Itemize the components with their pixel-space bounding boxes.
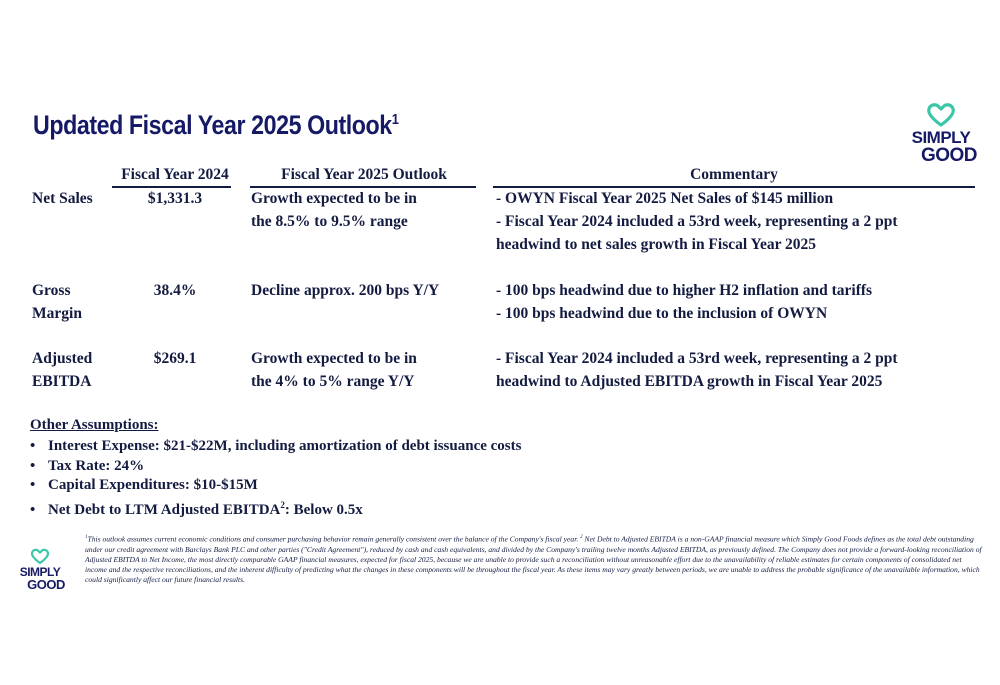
bullet-icon: • <box>30 457 36 474</box>
heart-icon <box>926 102 956 128</box>
commentary-line: headwind to net sales growth in Fiscal Year 2025 <box>496 236 817 253</box>
outlook-line: Growth expected to be in <box>251 190 417 207</box>
gross-margin-commentary <box>496 279 872 325</box>
assumption-text: Interest Expense: $21-$22M, including amortization of debt issuance costs <box>48 438 522 454</box>
commentary-line: - 100 bps headwind due to the inclusion of OWYN <box>496 305 828 322</box>
outlook-line: Decline approx. 200 bps Y/Y <box>251 282 440 299</box>
bullet-icon: • <box>30 438 36 454</box>
assumption-text: Capital Expenditures: $10-$15M <box>48 477 258 493</box>
net-sales-outlook <box>251 187 417 233</box>
gross-margin-fy2024-value: 38.4% <box>153 282 197 299</box>
footnote-text: This outlook assumes current economic conditions and consumer purchasing behavior remain generally consistent over the balance of the Company's fiscal year. <box>87 534 581 544</box>
simply-good-logo-small <box>8 548 72 591</box>
assumption-text: : Below 0.5x <box>284 501 363 518</box>
col-header-fy2025-outlook: Fiscal Year 2025 Outlook <box>281 166 447 183</box>
footnote-marker: 1 <box>85 535 88 540</box>
footnote-marker: 2 <box>580 535 583 540</box>
net-sales-commentary <box>496 187 898 256</box>
row-label-gross-margin <box>32 279 82 325</box>
logo-line-2: GOOD <box>920 145 978 166</box>
net-sales-fy2024-value: $1,331.3 <box>147 190 203 207</box>
footnote <box>85 533 985 586</box>
adjusted-ebitda-fy2024-value: $269.1 <box>153 350 197 367</box>
adjusted-ebitda-outlook <box>251 347 417 393</box>
title-footnote-marker: 1 <box>391 111 399 128</box>
row-label-line: Net Sales <box>32 190 93 207</box>
commentary-line: - Fiscal Year 2024 included a 53rd week, representing a 2 ppt <box>496 213 898 230</box>
bullet-icon: • <box>30 501 36 518</box>
row-label-line: Margin <box>32 305 82 322</box>
outlook-line: the 4% to 5% range Y/Y <box>251 373 415 390</box>
list-item <box>30 496 521 516</box>
outlook-line: Growth expected to be in <box>251 350 417 367</box>
col-header-fy2024: Fiscal Year 2024 <box>121 166 229 183</box>
list-item <box>30 457 521 477</box>
commentary-line: - Fiscal Year 2024 included a 53rd week, representing a 2 ppt <box>496 350 898 367</box>
col-header-commentary: Commentary <box>690 166 778 183</box>
other-assumptions-list <box>30 437 522 518</box>
footnote-text: Net Debt to Adjusted EBITDA is a non-GAAP financial measure which Simply Good Foods defines as the total debt outstanding under our credit agreement with Barclays Bank PLC and other parties ("Credit Agreement"), reduced by cash and cash equivalents, and divided by the Company's trailing twelve months Adjusted EBITDA, as previously defined. The Company does not provide a forward-looking reconciliation of Adjusted EBITDA to Net Income, the most directly comparable GAAP financial measures, expected for fiscal 2025, because we are unable to provide such a reconciliation without unreasonable effort due to the unavailability of reliable estimates for certain components of consolidated net income and the respective reconciliations, and the inherent difficulty of predicting what the changes in these components will be throughout the fiscal year. As these items may vary greatly between periods, we are unable to address the probable significance of the unavailable information, which could significantly affect our future financial results. <box>85 534 982 585</box>
row-label-line: EBITDA <box>32 373 92 390</box>
heart-icon <box>30 548 50 565</box>
row-label-adjusted-ebitda <box>32 347 92 393</box>
logo-line-2: GOOD <box>27 577 65 592</box>
simply-good-logo <box>893 102 989 165</box>
gross-margin-outlook <box>251 279 439 302</box>
assumption-text: Tax Rate: 24% <box>48 457 145 474</box>
row-label-line: Adjusted <box>32 350 93 367</box>
commentary-line: headwind to Adjusted EBITDA growth in Fiscal Year 2025 <box>496 373 883 390</box>
adjusted-ebitda-commentary <box>496 347 898 393</box>
bullet-icon: • <box>30 477 36 493</box>
outlook-line: the 8.5% to 9.5% range <box>251 213 408 230</box>
commentary-line: - 100 bps headwind due to higher H2 inflation and tariffs <box>496 282 873 299</box>
logo-line-1: SIMPLY <box>19 565 61 579</box>
page-title-text: Updated Fiscal Year 2025 Outlook <box>33 110 392 140</box>
row-label-net-sales <box>32 187 93 210</box>
assumption-footnote-marker: 2 <box>280 499 285 510</box>
row-label-line: Gross <box>32 282 71 299</box>
list-item <box>30 476 521 496</box>
logo-line-1: SIMPLY <box>911 128 971 147</box>
assumption-text: Net Debt to LTM Adjusted EBITDA <box>48 501 281 518</box>
list-item <box>30 437 521 457</box>
commentary-line: - OWYN Fiscal Year 2025 Net Sales of $145 million <box>496 190 834 207</box>
other-assumptions-heading: Other Assumptions: <box>30 417 159 433</box>
page-title <box>33 110 399 141</box>
